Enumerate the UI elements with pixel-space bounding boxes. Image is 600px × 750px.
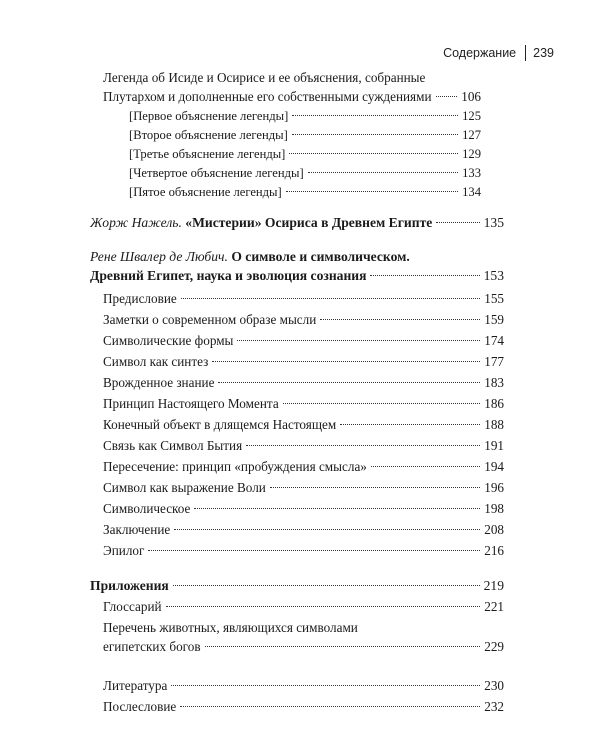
toc-page-number: 127 [462,128,481,142]
toc-entry [103,521,504,539]
toc-page-number: 194 [484,459,504,474]
toc-page-number: 133 [462,166,481,180]
header-section: Содержание [443,46,517,60]
toc-page-number: 196 [484,480,504,495]
dot-leader [320,318,480,320]
toc-entry-title: Плутархом и дополненные его собственными суждениями [103,89,432,104]
toc-entry-title: Приложения [90,578,169,593]
toc-entry-title: Символ как выражение Воли [103,480,266,495]
toc-entry-plutarch [103,88,481,106]
toc-entry [103,353,504,371]
toc-page-number: 230 [484,678,504,693]
dot-leader [246,444,480,446]
toc-entry-title: [Четвертое объяснение легенды] [129,166,304,180]
toc-page-number: 134 [462,185,481,199]
toc-entry-title: [Второе объяснение легенды] [129,128,288,142]
toc-entry-animals-line1: Перечень животных, являющихся символами [103,620,358,635]
dot-leader [166,605,481,607]
toc-page-number: 129 [462,147,481,161]
toc-entry [103,479,504,497]
toc-author: Жорж Нажель. [90,215,182,230]
header-page-number: 239 [533,46,554,60]
toc-entry [103,598,504,616]
toc-page-number: 219 [483,578,504,593]
toc-page-number: 191 [484,438,504,453]
dot-leader [194,507,480,509]
toc-entry [103,500,504,518]
dot-leader [237,339,480,341]
dot-leader [174,528,480,530]
toc-page-number: 188 [484,417,504,432]
dot-leader [286,190,458,192]
toc-page-number: 232 [484,699,504,714]
toc-entry-title: Символические формы [103,333,234,348]
toc-page-number: 174 [484,333,504,348]
toc-subentry [129,164,481,182]
toc-page-number: 183 [484,375,504,390]
dot-leader [371,465,480,467]
toc-page-number: 229 [484,639,504,654]
plutarch-entry-line1: Легенда об Исиде и Осирисе и ее объяснения, собранные [103,70,426,85]
dot-leader [292,133,458,135]
dot-leader [148,549,480,551]
dot-leader [180,705,480,707]
toc-page-number: 186 [484,396,504,411]
toc-entry-title: Заметки о современном образе мысли [103,312,317,327]
toc-entry-title: Связь как Символ Бытия [103,438,243,453]
toc-section-schwaller [90,267,504,285]
toc-entry [103,290,504,308]
toc-page-number: 155 [484,291,504,306]
toc-entry-title: Пересечение: принцип «пробуждения смысла» [103,459,367,474]
dot-leader [436,95,458,97]
toc-page-number: 125 [462,109,481,123]
toc-page-number: 208 [484,522,504,537]
dot-leader [308,171,458,173]
toc-page-number: 159 [484,312,504,327]
toc-entry [103,437,504,455]
dot-leader [283,402,481,404]
toc-entry [103,416,504,434]
toc-page-number: 216 [484,543,504,558]
toc-section-nagel [90,214,504,232]
toc-entry-title: [Пятое объяснение легенды] [129,185,282,199]
toc-entry-title [90,214,432,232]
dot-leader [205,645,481,647]
toc-entry [103,332,504,350]
toc-author: Рене Швалер де Любич. [90,249,228,264]
toc-entry-title: Предисловие [103,291,177,306]
toc-entry-title: Эпилог [103,543,145,558]
toc-entry-title: египетских богов [103,639,201,654]
dot-leader [171,684,480,686]
toc-page-number: 135 [483,215,504,230]
toc-entry-title: Конечный объект в длящемся Настоящем [103,417,337,432]
toc-page-number: 221 [484,599,504,614]
toc-entry [103,677,504,695]
dot-leader [292,114,458,116]
toc-entry-title: [Третье объяснение легенды] [129,147,286,161]
toc-entry [103,374,504,392]
dot-leader [340,423,480,425]
dot-leader [370,274,479,276]
toc-entry-title: Заключение [103,522,171,537]
toc-entry-title: Принцип Настоящего Момента [103,396,279,411]
toc-subentry [129,183,481,201]
toc-entry-title: Символ как синтез [103,354,209,369]
toc-entry [103,311,504,329]
toc-subentry [129,107,481,125]
toc-section-schwaller-line1 [90,248,410,266]
dot-leader [436,221,479,223]
toc-title: «Мистерии» Осириса в Древнем Египте [185,215,433,230]
running-header [300,44,554,62]
toc-entry [103,638,504,656]
toc-entry-title: Глоссарий [103,599,162,614]
toc-page-number: 106 [461,89,481,104]
dot-leader [212,360,480,362]
toc-page-number: 198 [484,501,504,516]
toc-entry-title: [Первое объяснение легенды] [129,109,289,123]
toc-subentry [129,145,481,163]
dot-leader [173,584,480,586]
toc-entry [103,458,504,476]
toc-entry [103,395,504,413]
dot-leader [218,381,480,383]
toc-entry-title: Врожденное знание [103,375,215,390]
toc-title: О символе и символическом. [231,249,410,264]
toc-entry-title: Литература [103,678,168,693]
toc-page-number: 153 [483,268,504,283]
toc-page-number: 177 [484,354,504,369]
toc-entry-title: Символическое [103,501,191,516]
toc-subentry [129,126,481,144]
dot-leader [181,297,480,299]
toc-entry [103,698,504,716]
header-separator [525,45,526,61]
toc-entry-title: Древний Египет, наука и эволюция сознания [90,268,367,283]
toc-entry-title: Послесловие [103,699,177,714]
toc-section-appendix [90,577,504,595]
dot-leader [289,152,458,154]
toc-entry [103,542,504,560]
dot-leader [270,486,480,488]
